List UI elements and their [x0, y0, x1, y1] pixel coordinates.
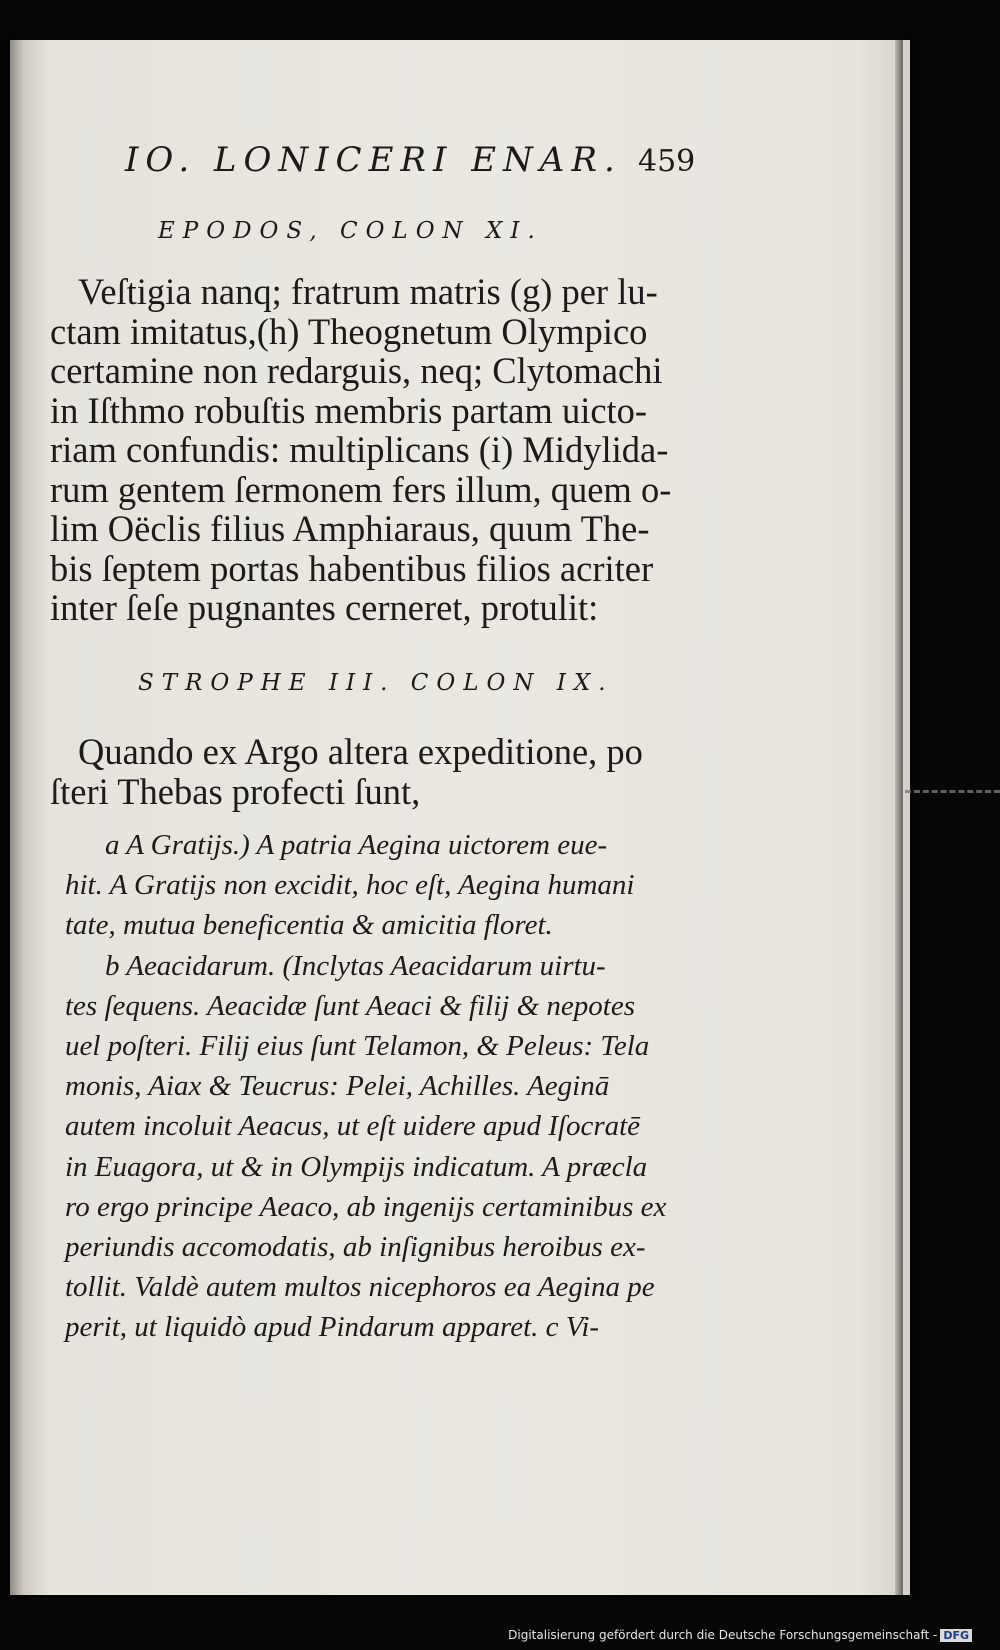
section-heading-epodos: EPODOS, COLON XI.	[158, 218, 543, 244]
digitization-credit	[508, 1628, 972, 1642]
running-head: IO. LONICERI ENAR.	[125, 140, 622, 180]
commentary-notes	[65, 825, 725, 1348]
dfg-logo: DFG	[940, 1629, 972, 1642]
page-number: 459	[638, 144, 696, 179]
scan-margin-mark	[905, 790, 1000, 797]
section-heading-strophe: STROPHE III. COLON IX.	[138, 670, 614, 696]
commentary-line: tollit. Valdè autem multos nicephoros ea Aegina pe	[65, 1271, 655, 1304]
commentary-line: tate, mutua beneficentia & amicitia floret.	[65, 909, 553, 942]
text-line: bis ſeptem portas habentibus filios acriter	[50, 547, 654, 589]
page-edge	[895, 40, 903, 1595]
main-text-paragraph-2	[50, 732, 710, 811]
commentary-line: perit, ut liquidò apud Pindarum apparet. c Vi-	[65, 1311, 600, 1344]
commentary-line: autem incoluit Aeacus, ut eſt uidere apud Iſocratē	[65, 1110, 641, 1143]
text-line: ctam imitatus,(h) Theognetum Olympico	[50, 310, 648, 352]
commentary-line: uel poſteri. Filij eius ſunt Telamon, & Peleus: Tela	[65, 1030, 650, 1063]
commentary-line: a A Gratijs.) A patria Aegina uictorem eue-	[105, 829, 608, 861]
text-line: ſteri Thebas profecti ſunt,	[50, 770, 421, 812]
text-line: Veſtigia nanq; fratrum matris (g) per lu-	[78, 271, 658, 312]
text-line: rum gentem ſermonem fers illum, quem o-	[50, 468, 672, 510]
text-line: in Iſthmo robuſtis membris partam uicto-	[50, 389, 648, 431]
text-line: Quando ex Argo altera expeditione, po	[78, 731, 643, 772]
commentary-line: hit. A Gratijs non excidit, hoc eſt, Aegina humani	[65, 869, 635, 902]
commentary-line: monis, Aiax & Teucrus: Pelei, Achilles. Aeginā	[65, 1070, 610, 1103]
credit-text: Digitalisierung gefördert durch die Deutsche Forschungsgemeinschaft -	[508, 1628, 938, 1642]
commentary-line: periundis accomodatis, ab inſignibus heroibus ex-	[65, 1231, 646, 1264]
commentary-line: tes ſequens. Aeacidæ ſunt Aeaci & filij & nepotes	[65, 989, 635, 1022]
text-line: inter ſeſe pugnantes cerneret, protulit:	[50, 587, 599, 628]
commentary-line: ro ergo principe Aeaco, ab ingenijs certaminibus ex	[65, 1190, 667, 1223]
commentary-line: b Aeacidarum. (Inclytas Aeacidarum uirtu-	[105, 949, 606, 982]
commentary-line: in Euagora, ut & in Olympijs indicatum. A præcla	[65, 1150, 648, 1183]
text-line: certamine non redarguis, neq; Clytomachi	[50, 350, 663, 391]
text-line: riam confundis: multiplicans (i) Midylida-	[50, 429, 669, 470]
text-line: lim Oëclis filius Amphiaraus, quum The-	[50, 508, 650, 549]
main-text-paragraph-1	[50, 272, 710, 628]
book-page	[10, 40, 910, 1595]
